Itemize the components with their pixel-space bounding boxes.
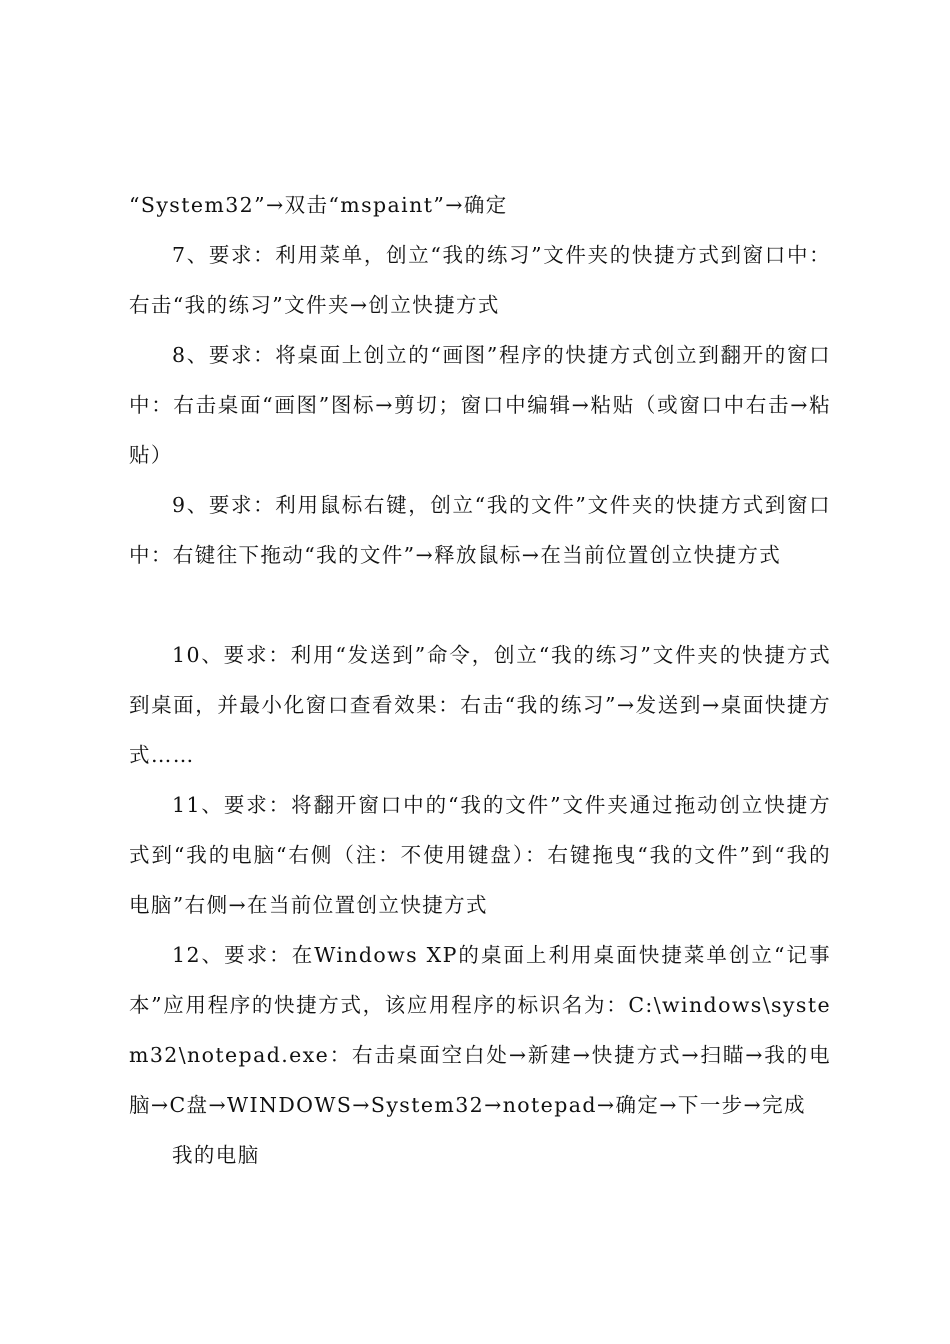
paragraph-continuation: “System32”→双击“mspaint”→确定 <box>129 193 508 217</box>
paragraph-item-11: 11、要求：将翻开窗口中的“我的文件”文件夹通过拖动创立快捷方式到“我的电脑“右侧（注：不使用键盘）：右键拖曳“我的文件”到“我的电脑”右侧→在当前位置创立快捷方式 <box>129 793 831 917</box>
paragraph-item-12: 12、要求：在Windows XP的桌面上利用桌面快捷菜单创立“记事本”应用程序的快捷方式，该应用程序的标识名为：C:\windows\system32\notepad.exe：右击桌面空白处→新建→快捷方式→扫瞄→我的电脑→C盘→WINDOWS→System32→notepad→确定→下一步→完成 <box>129 943 831 1117</box>
paragraph-item-8: 8、要求：将桌面上创立的“画图”程序的快捷方式创立到翻开的窗口中：右击桌面“画图”图标→剪切；窗口中编辑→粘贴（或窗口中右击→粘贴） <box>129 343 831 467</box>
paragraph-item-9: 9、要求：利用鼠标右键，创立“我的文件”文件夹的快捷方式到窗口中：右键往下拖动“我的文件”→释放鼠标→在当前位置创立快捷方式 <box>129 493 831 567</box>
paragraph-item-7: 7、要求：利用菜单，创立“我的练习”文件夹的快捷方式到窗口中：右击“我的练习”文件夹→创立快捷方式 <box>129 243 831 317</box>
section-heading-my-computer: 我的电脑 <box>172 1143 260 1167</box>
paragraph-item-10: 10、要求：利用“发送到”命令，创立“我的练习”文件夹的快捷方式到桌面，并最小化窗口查看效果：右击“我的练习”→发送到→桌面快捷方式…… <box>129 643 831 767</box>
